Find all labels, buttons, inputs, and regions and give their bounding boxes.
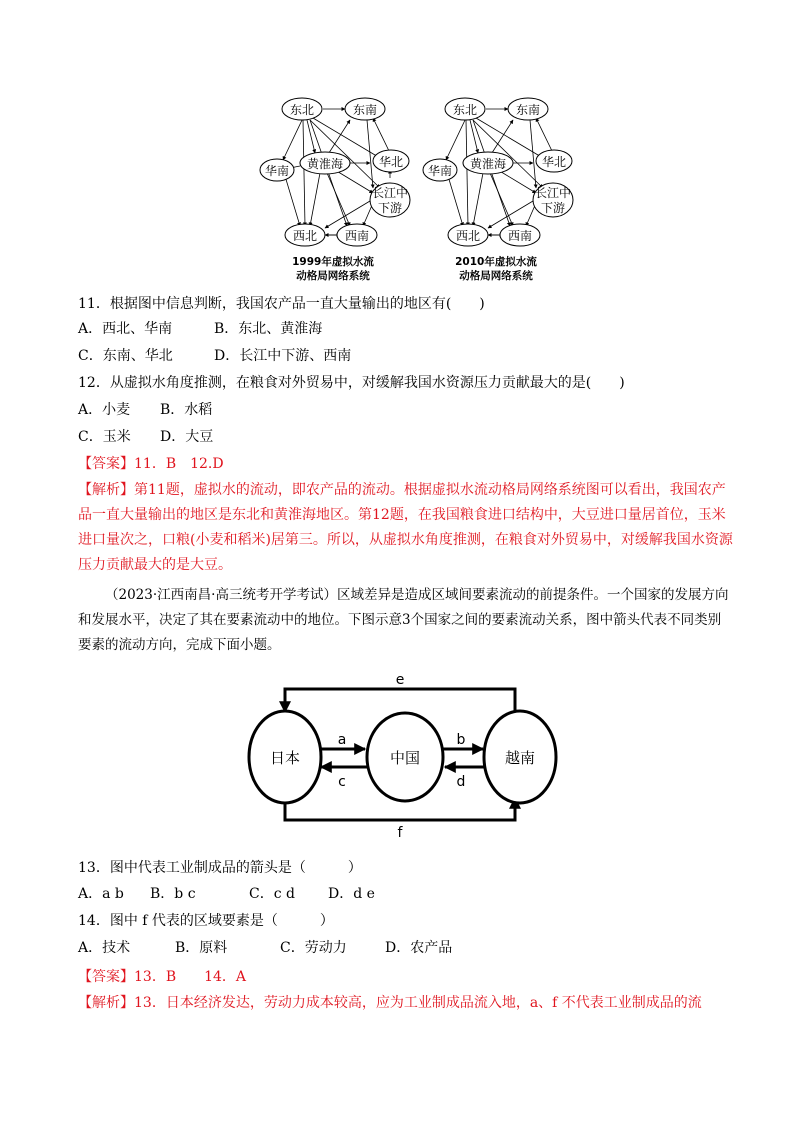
question-13-option-c: C．c d <box>249 886 295 902</box>
node-label: 东北 <box>289 103 315 117</box>
node-label: 东北 <box>452 103 478 117</box>
node-label: 西南 <box>344 229 370 243</box>
diagram-caption: 1999年虚拟水流 <box>292 256 374 268</box>
question-12-option-b: B．水稻 <box>160 402 213 418</box>
arrow-label-e: e <box>395 672 405 688</box>
node-label: 西北 <box>455 229 481 243</box>
network-2010 <box>423 98 573 282</box>
country-vietnam: 越南 <box>504 749 536 767</box>
node-label: 下游 <box>540 201 566 215</box>
question-12-option-c: C．玉米 <box>78 429 131 445</box>
section-intro: （2023·江西南昌·高三统考开学考试）区域差异是造成区域间要素流动的前提条件。一个国家的发展方向和发展水平，决定了其在要素流动中的地位。下图示意3个国家之间的要素流动关系，图中箭头代表不同类别要素的流动方向，完成下面小题。 <box>78 587 729 653</box>
node-label: 华北 <box>541 155 567 169</box>
node-label: 黄淮海 <box>306 157 344 171</box>
analysis-13-14: 【解析】13．日本经济发达，劳动力成本较高，应为工业制成品流入地，a、f 不代表工业制成品的流 <box>78 995 702 1011</box>
node-label: 西北 <box>292 229 318 243</box>
question-14-option-b: B．原料 <box>175 940 228 956</box>
node-label: 长江中 <box>371 186 409 200</box>
arrow-label-d: d <box>456 774 466 790</box>
arrow-label-b: b <box>456 732 466 748</box>
analysis-11-12: 【解析】第11题，虚拟水的流动，即农产品的流动。根据虚拟水流动格局网络系统图可以看出，我国农产品一直大量输出的地区是东北和黄淮海地区。第12题，在我国粮食进口结构中，大豆进口量居首位，玉米进口量次之，口粮(小麦和稻米)居第三。所以，从虚拟水角度推测，在粮食对外贸易中，对缓解我国水资源压力贡献最大的是大豆。 <box>78 482 733 573</box>
question-13-option-d: D．d e <box>328 886 375 902</box>
question-13-option-b: B．b c <box>150 886 196 902</box>
diagram-caption: 动格局网络系统 <box>459 270 533 282</box>
node-label: 华南 <box>264 164 290 178</box>
question-14-option-c: C．劳动力 <box>280 940 347 956</box>
country-china: 中国 <box>389 749 421 767</box>
network-1999 <box>260 98 410 282</box>
factor-flow-diagram <box>245 672 565 842</box>
node-label: 下游 <box>377 201 403 215</box>
question-11-option-b: B．东北、黄淮海 <box>214 321 323 337</box>
question-12-stem: 12．从虚拟水角度推测，在粮食对外贸易中，对缓解我国水资源压力贡献最大的是( ) <box>78 375 625 391</box>
answer-11-12: 【答案】11．B 12.D <box>78 456 224 472</box>
question-11-option-a: A．西北、华南 <box>78 321 173 337</box>
question-11-option-c: C．东南、华北 <box>78 348 173 364</box>
country-japan: 日本 <box>269 749 301 767</box>
question-14-option-a: A．技术 <box>78 940 131 956</box>
node-label: 华南 <box>427 164 453 178</box>
diagram-caption: 动格局网络系统 <box>296 270 370 282</box>
arrow-label-c: c <box>338 774 346 790</box>
question-14-stem: 14．图中 f 代表的区域要素是（ ） <box>78 913 334 929</box>
node-label: 长江中 <box>534 186 572 200</box>
node-label: 西南 <box>507 229 533 243</box>
question-11-stem: 11．根据图中信息判断，我国农产品一直大量输出的地区有( ) <box>78 296 485 312</box>
node-label: 东南 <box>352 103 378 117</box>
question-14-option-d: D．农产品 <box>385 940 453 956</box>
question-13-stem: 13．图中代表工业制成品的箭头是（ ） <box>78 860 362 876</box>
diagram-caption: 2010年虚拟水流 <box>455 256 537 268</box>
answer-13-14: 【答案】13．B 14．A <box>78 969 247 985</box>
node-label: 华北 <box>378 155 404 169</box>
question-12-option-d: D．大豆 <box>160 429 214 445</box>
virtual-water-network-diagrams <box>255 88 575 288</box>
question-12-option-a: A．小麦 <box>78 402 131 418</box>
node-label: 东南 <box>515 103 541 117</box>
arrow-label-f: f <box>397 825 403 841</box>
question-13-option-a: A．a b <box>78 886 124 902</box>
arrow-label-a: a <box>337 732 347 748</box>
question-11-option-d: D．长江中下游、西南 <box>214 348 352 364</box>
node-label: 黄淮海 <box>469 157 507 171</box>
